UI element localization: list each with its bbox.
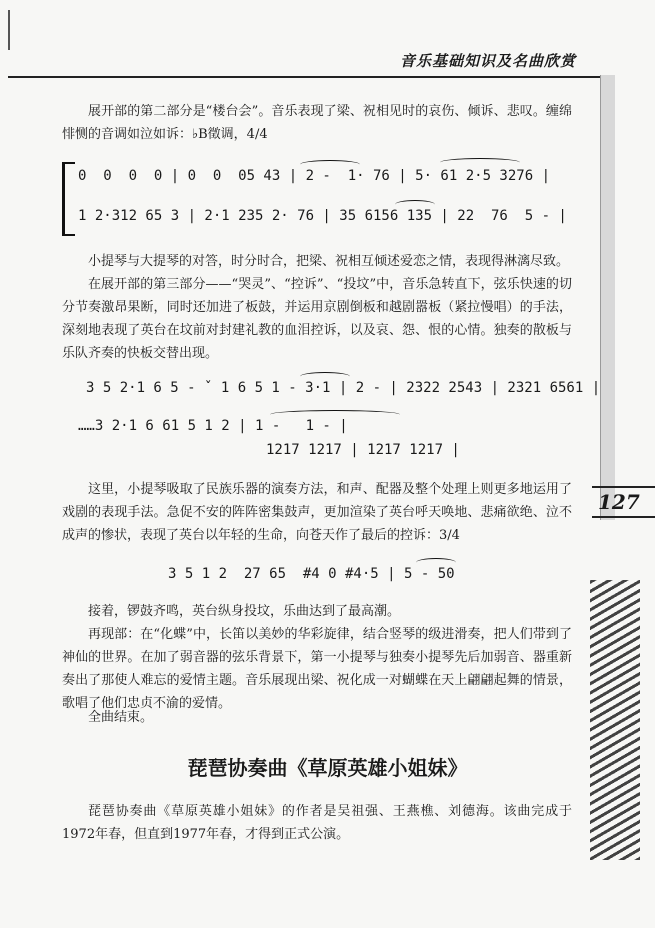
paragraph-6: 再现部：在“化蝶”中，长笛以美妙的华彩旋律，结合竖琴的级进滑奏，把人们带到了神仙的世界。在加了弱音器的弦乐背景下，第一小提琴与独奏小提琴先后加弱音、器重新奏出了那使人难忘的爱情主题。音乐展现出梁、祝化成一对蝴蝶在天上翩翩起舞的情景，歌唱了他们忠贞不渝的爱情。 xyxy=(62,627,572,711)
score-1-line-1: 0 0 0 0 | 0 0 05 43 | 2 - 1· 76 | 5· 61 2·5 3276 | xyxy=(78,168,551,184)
section-title: 琵琶协奏曲《草原英雄小姐妹》 xyxy=(187,756,468,780)
slur xyxy=(300,372,350,381)
paragraph-3: 在展开部的第三部分——“哭灵”、“控诉”、“投坟”中，音乐急转直下，弦乐快速的切分节奏激昂果断，同时还加进了板鼓，并运用京剧倒板和越剧嚣板（紧拉慢唱）的手法，深刻地表现了英台在坟前对封建礼教的血泪控诉，以及哀、怨、恨的心情。独奏的散板与乐队齐奏的快板交替出现。 xyxy=(62,277,572,361)
paragraph-2: 小提琴与大提琴的对答，时分时合，把梁、祝相互倾述爱恋之情，表现得淋漓尽致。 xyxy=(88,254,570,269)
paragraph-8: 琵琶协奏曲《草原英雄小姐妹》的作者是吴祖强、王燕樵、刘德海。该曲完成于1972年春，但直到1977年春，才得到正式公演。 xyxy=(62,804,572,842)
slur xyxy=(440,158,520,167)
page-number-tab xyxy=(592,486,655,518)
decorative-stripes xyxy=(590,580,640,860)
slur xyxy=(416,558,456,567)
score-1-brace xyxy=(62,162,75,236)
paragraph-4: 这里，小提琴吸取了民族乐器的演奏方法，和声、配器及整个处理上则更多地运用了戏剧的表现手法。急促不安的阵阵密集鼓声，更加渲染了英台呼天唤地、悲痛欲绝、泣不成声的惨状，表现了英台以年轻的生命，向苍天作了最后的控诉：3/4 xyxy=(62,482,572,543)
page-number: 127 xyxy=(598,490,640,514)
score-1-line-2: 1 2·312 65 3 | 2·1 235 2· 76 | 35 6156 135 | 22 76 5 - | xyxy=(78,208,567,224)
margin-bar xyxy=(600,75,615,520)
running-header-title: 音乐基础知识及名曲欣赏 xyxy=(400,52,577,70)
paragraph-1: 展开部的第二部分是“楼台会”。音乐表现了梁、祝相见时的哀伤、倾诉、悲叹。缠绵悱恻的音调如泣如诉：♭B徵调，4/4 xyxy=(62,104,572,142)
score-2-line-3: 1217 1217 | 1217 1217 | xyxy=(266,442,460,458)
slur xyxy=(300,160,360,169)
paragraph-5: 接着，锣鼓齐鸣，英台纵身投坟，乐曲达到了最高潮。 xyxy=(88,604,401,619)
score-3-line-1: 3 5 1 2 27 65 #4 0 #4·5 | 5 - 50 xyxy=(168,566,455,582)
score-2-line-2: ……3 2·1 6 61 5 1 2 | 1 - 1 - | xyxy=(78,418,348,434)
paragraph-7: 全曲结束。 xyxy=(88,710,154,725)
slur xyxy=(270,410,400,419)
page-edge-line xyxy=(8,10,10,50)
slur xyxy=(395,200,435,209)
score-2-line-1: 3 5 2·1 6 5 - ˇ 1 6 5 1 - 3·1 | 2 - | 2322 2543 | 2321 6561 | xyxy=(86,380,601,396)
header-rule xyxy=(8,76,600,78)
